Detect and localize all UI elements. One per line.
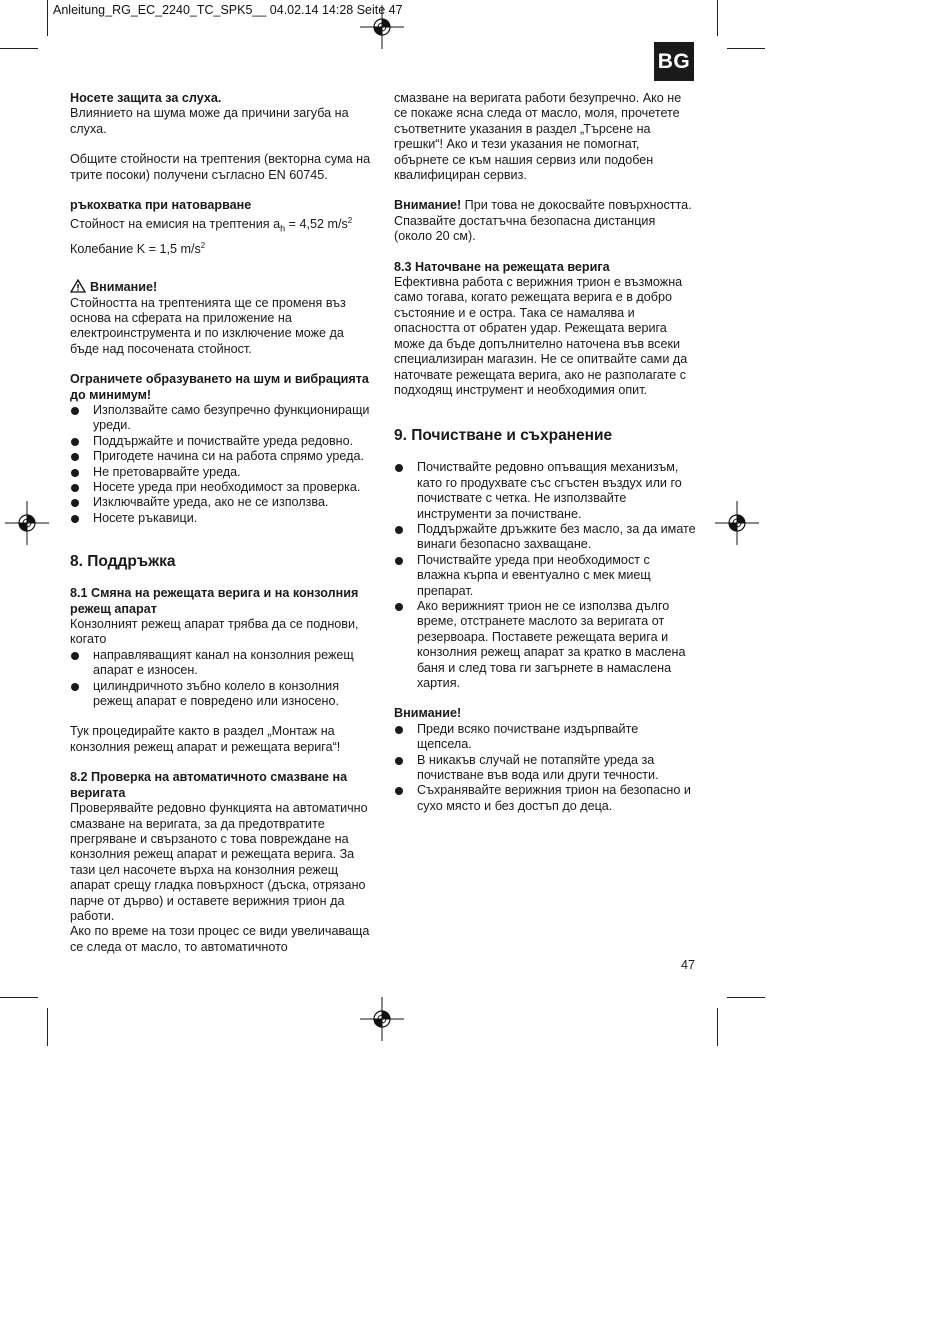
list-item: Почиствайте редовно опъващия механизъм, като го продухвате със сгъстен въздух или го почиствате с четка. Не използвайте инструменти за почистване. xyxy=(394,460,696,522)
continued-text: смазване на веригата работи безупречно. Ако не се покаже ясна следа от масло, моля, прочетете съответните указания в раздел „Търсене на грешки“! Ако и тези указания не помогнат, обърнете се към нашия сервиз или подобен квалифициран сервиз. xyxy=(394,91,682,183)
registration-mark-icon xyxy=(715,501,759,545)
list-item: Поддържайте и почиствайте уреда редовно. xyxy=(70,434,375,449)
emission-prefix: Стойност на емисия на трептения a xyxy=(70,217,281,232)
list-item: Изключвайте уреда, ако не се използва. xyxy=(70,495,375,510)
vibration-text: Общите стойности на трептения (векторна сума на трите посоки) получени съгласно EN 60745. xyxy=(70,152,371,182)
crop-mark xyxy=(727,997,765,998)
limit-list xyxy=(70,403,375,526)
crop-mark xyxy=(717,0,718,36)
language-badge: BG xyxy=(654,42,694,81)
list-item: Не претоварвайте уреда. xyxy=(70,465,375,480)
list-item: Носете ръкавици. xyxy=(70,511,375,526)
section-9-list xyxy=(394,460,696,691)
warning-triangle-icon xyxy=(70,279,86,293)
list-item: Ако верижният трион не се използва дълго време, отстранете маслото за веригата от резервоара. Поставете режещата верига и конзолния режещ апарат за кратко в маслена баня и след това ги загърнете в намаслена хартия. xyxy=(394,599,696,691)
list-item: направляващият канал на конзолния режещ апарат е износен. xyxy=(70,648,375,679)
emission-value xyxy=(70,213,375,237)
hearing-title: Носете защита за слуха. xyxy=(70,91,222,105)
caution-label: Внимание! xyxy=(394,198,462,213)
emission-sup: 2 xyxy=(347,216,353,226)
crop-mark xyxy=(0,997,38,998)
print-slug: Anleitung_RG_EC_2240_TC_SPK5__ 04.02.14 14:28 Seite 47 xyxy=(53,3,403,17)
warning-2-title: Внимание! xyxy=(394,706,462,721)
limit-title: Ограничете образуването на шум и вибрацията до минимум! xyxy=(70,372,369,402)
right-column xyxy=(394,91,696,814)
k-prefix: Колебание K = 1,5 m/s xyxy=(70,241,201,256)
k-value xyxy=(70,238,375,258)
section-9-title: 9. Почистване и съхранение xyxy=(394,427,613,445)
handle-title: ръкохватка при натоварване xyxy=(70,198,252,213)
list-item: Поддържайте дръжките без масло, за да имате винаги безопасно захващане. xyxy=(394,522,696,553)
page-number: 47 xyxy=(681,958,696,972)
list-item: Съхранявайте верижния трион на безопасно и сухо място и без достъп до деца. xyxy=(394,783,696,814)
list-item: В никакъв случай не потапяйте уреда за почистване във вода или други течности. xyxy=(394,753,696,784)
caution-paragraph xyxy=(394,198,696,244)
crop-mark xyxy=(0,48,38,49)
registration-mark-icon xyxy=(5,501,49,545)
list-item: цилиндричното зъбно колело в конзолния режещ апарат е повредено или износено. xyxy=(70,679,375,710)
section-8-1-title: 8.1 Смяна на режещата верига и на конзолния режещ апарат xyxy=(70,586,359,616)
list-item: Използвайте само безупречно функциониращи уреди. xyxy=(70,403,375,434)
list-item: Преди всяко почистване издърпвайте щепсела. xyxy=(394,722,696,753)
section-8-1-text: Конзолният режещ апарат трябва да се поднови, когато xyxy=(70,617,359,647)
k-sup: 2 xyxy=(200,240,206,250)
section-8-1-list xyxy=(70,648,375,710)
caution-text: При това не докосвайте повърхността. Спазвайте достатъчна безопасна дистанция (около 20 см). xyxy=(394,198,692,244)
section-8-3-text: Ефективна работа с верижния трион е възможна само тогава, когато режещата верига е в добро състояние и е остра. Така се намалява и опасността от обратен удар. Режещата верига може да бъде допълнително наточена във всеки специализиран магазин. Не се опитвайте сами да наточвате режещата верига, ако не разполагате с подходящ инструмент и необходимия опит. xyxy=(394,275,688,397)
section-8-2-text-cont: Ако по време на този процес се види увеличаваща се следа от масло, то автоматичното xyxy=(70,924,370,954)
registration-mark-icon xyxy=(360,997,404,1041)
emission-sub: h xyxy=(280,224,286,235)
warning-text: Стойността на трептенията ще се променя въз основа на сферата на приложение на електроинструмента и по изключение може да бъде над посочената стойност. xyxy=(70,295,346,356)
list-item: Пригодете начина си на работа спрямо уреда. xyxy=(70,449,375,464)
list-item: Почиствайте уреда при необходимост с влажна кърпа и евентуално с мек миещ препарат. xyxy=(394,553,696,599)
section-8-3-title: 8.3 Наточване на режещата верига xyxy=(394,259,610,274)
section-8-2-title: 8.2 Проверка на автоматичното смазване на веригата xyxy=(70,770,348,800)
list-item: Носете уреда при необходимост за проверка. xyxy=(70,480,375,495)
warning-2-list xyxy=(394,722,696,814)
emission-suffix: = 4,52 m/s xyxy=(285,217,348,232)
warning-title: Внимание! xyxy=(90,280,158,295)
hearing-text: Влиянието на шума може да причини загуба на слуха. xyxy=(70,106,349,136)
crop-mark xyxy=(47,0,48,36)
section-8-2-text: Проверявайте редовно функцията на автоматично смазване на веригата, за да предотвратите прегряване и свързаното с това повреждане на конзолния режещ апарат и режещата верига. За тази цел насочете върха на конзолния режещ апарат срещу гладка повърхност (дъска, отрязано парче от дърво) и оставете верижния трион да работи. xyxy=(70,801,368,923)
section-8-title: 8. Поддръжка xyxy=(70,553,176,571)
crop-mark xyxy=(717,1008,718,1046)
crop-mark xyxy=(47,1008,48,1046)
left-column xyxy=(70,91,375,955)
crop-mark xyxy=(727,48,765,49)
section-8-1-note: Тук процедирайте както в раздел „Монтаж на конзолния режещ апарат и режещата верига“! xyxy=(70,724,341,754)
warning-heading xyxy=(70,279,375,295)
